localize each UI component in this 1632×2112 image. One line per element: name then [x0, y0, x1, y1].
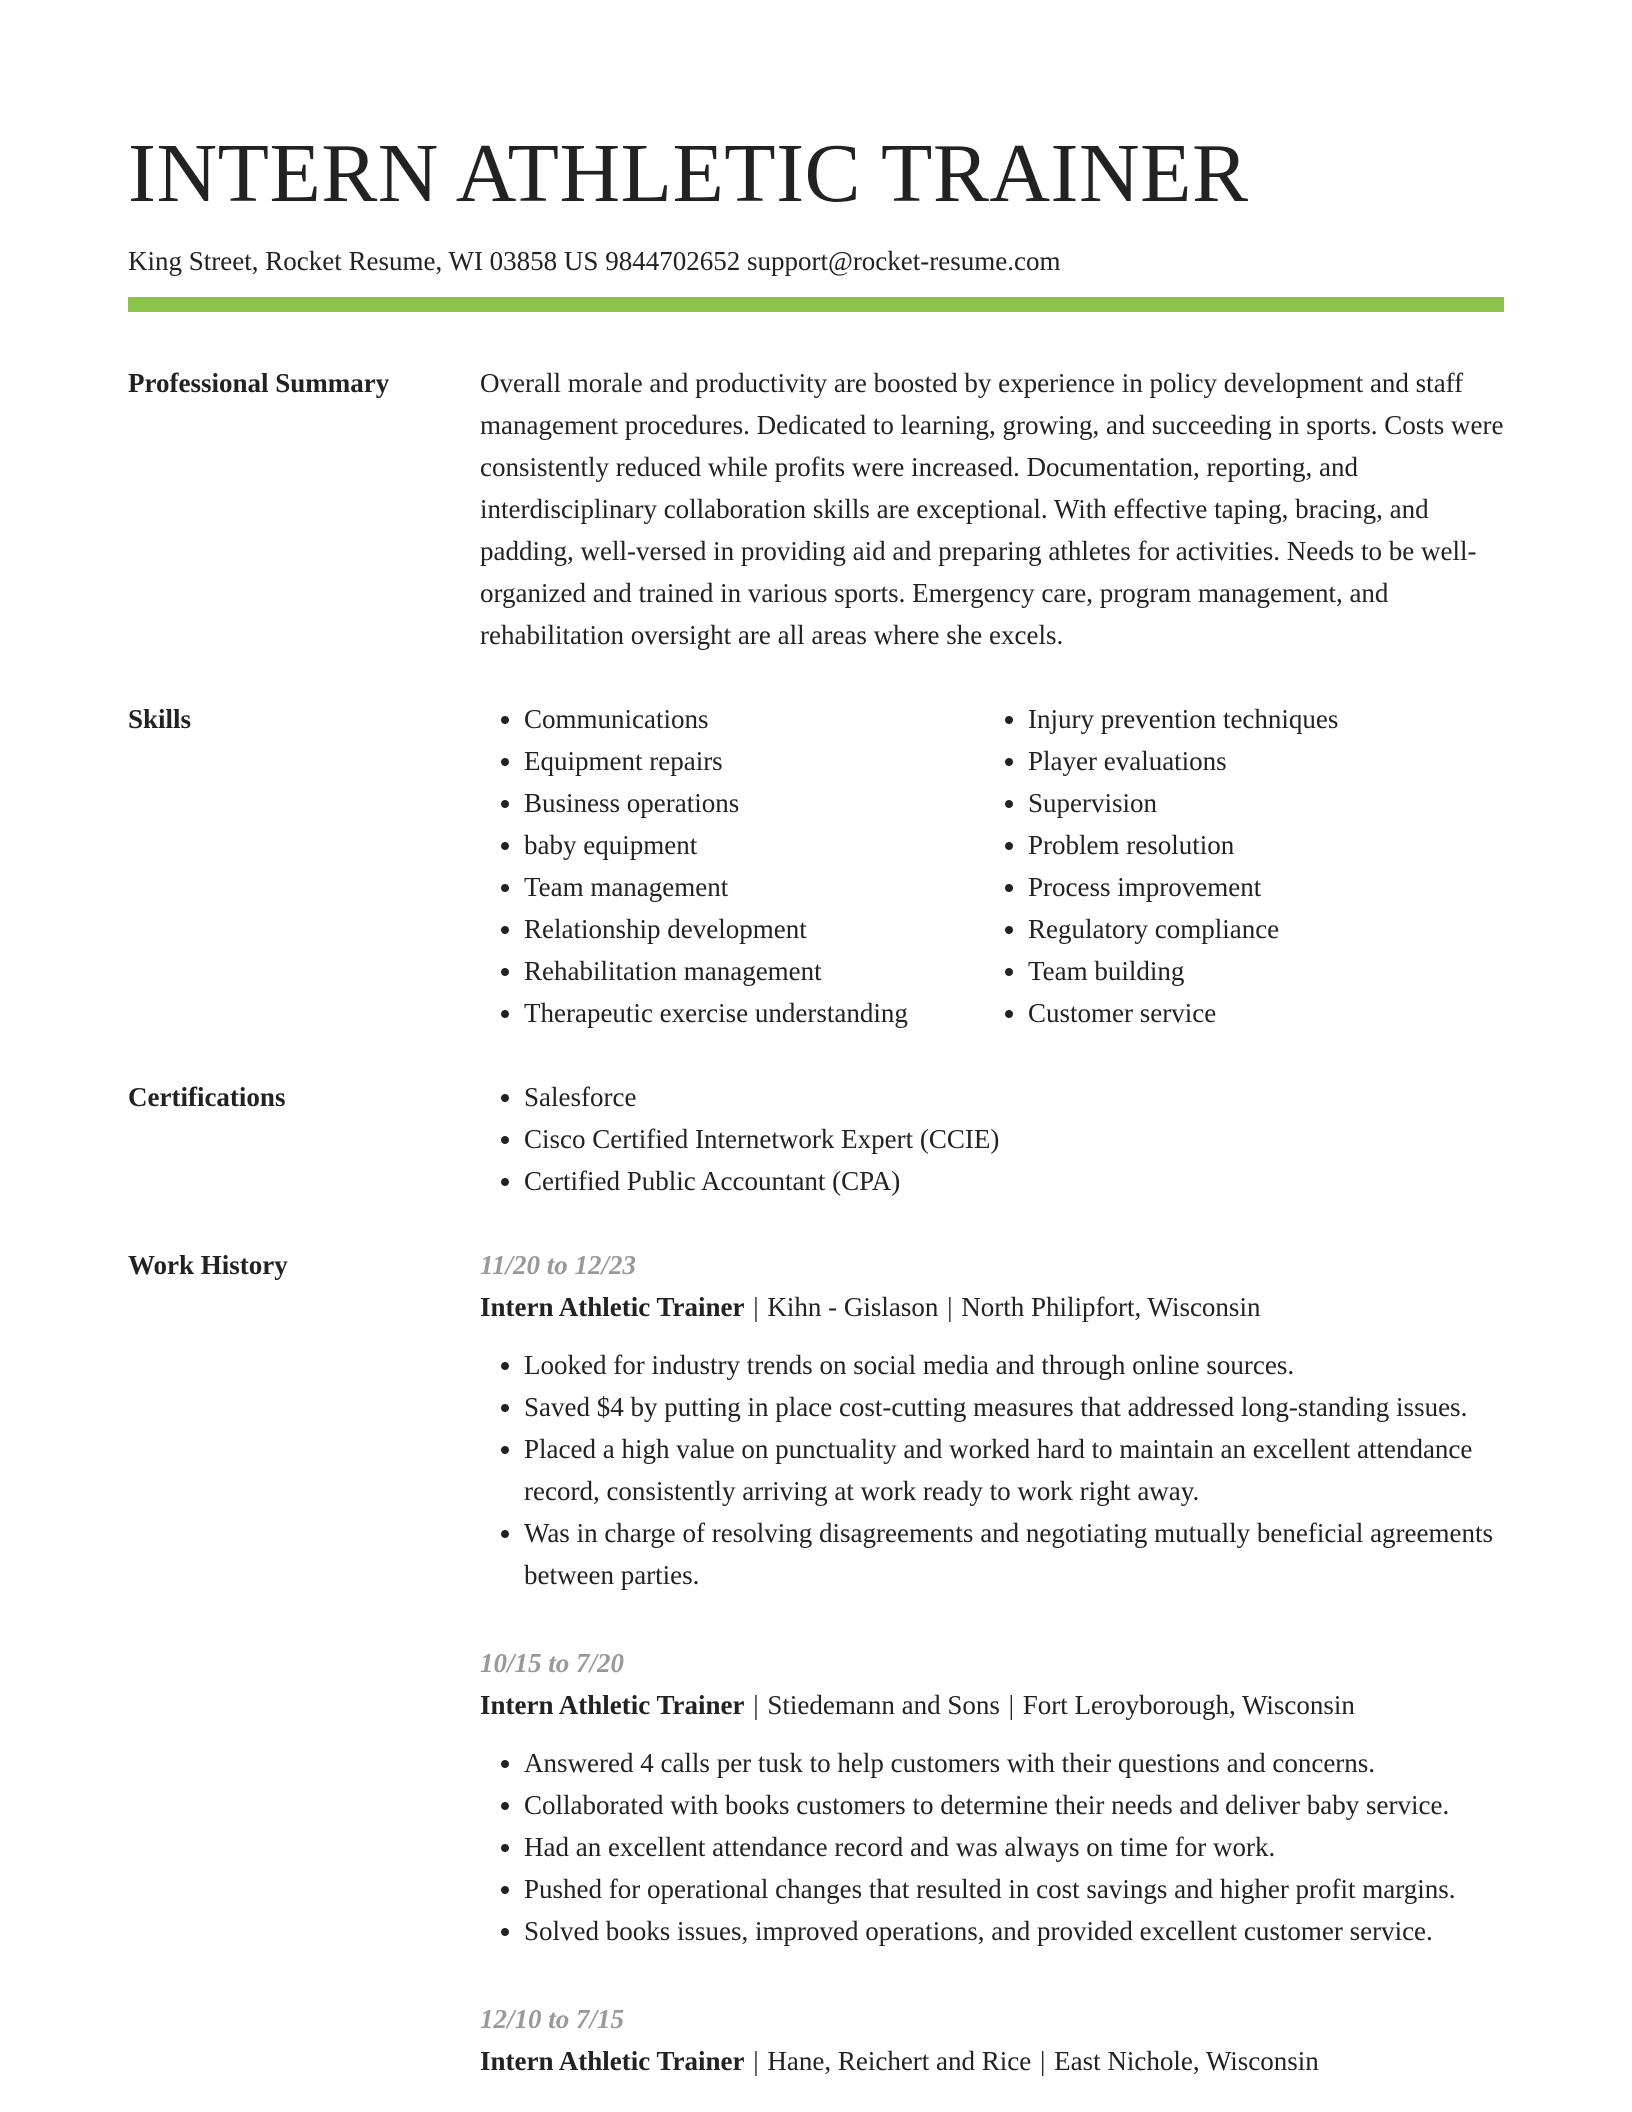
skills-column-right: [984, 698, 1488, 1034]
job-separator: |: [1008, 1690, 1015, 1721]
job-separator: |: [753, 1292, 759, 1323]
job-location: North Philipfort, Wisconsin: [961, 1292, 1261, 1323]
job-bullet: • Had an excellent attendance record and was always on time for work.: [524, 1826, 1504, 1868]
job-location: East Nichole, Wisconsin: [1054, 2046, 1319, 2077]
skills-list-right: [984, 698, 1488, 1034]
skill-item: • Injury prevention techniques: [1028, 698, 1488, 740]
job-company: Stiedemann and Sons: [767, 1690, 1000, 1721]
certifications-label: Certifications: [128, 1082, 286, 1113]
email-link[interactable]: support@rocket-resume.com: [746, 246, 1061, 276]
job-separator: |: [753, 2046, 759, 2077]
skill-item: • baby equipment: [524, 824, 984, 866]
certifications-list: [480, 1076, 1504, 1202]
certification-item: • Cisco Certified Internetwork Expert (CCIE): [524, 1118, 1504, 1160]
job-heading: [480, 1684, 1504, 1726]
job-separator: |: [1040, 2046, 1046, 2077]
certifications-body: [480, 1076, 1504, 1202]
job-bullet: • Pushed for operational changes that resulted in cost savings and higher profit margins.: [524, 1868, 1504, 1910]
job-entry: [480, 1998, 1504, 2082]
job-dates: 11/20 to 12/23: [480, 1250, 637, 1281]
job-bullet: • Collaborated with books customers to determine their needs and deliver baby service.: [524, 1784, 1504, 1826]
job-location: Fort Leroyborough, Wisconsin: [1022, 1690, 1355, 1721]
job-heading: [480, 2040, 1504, 2082]
skills-label: Skills: [128, 704, 192, 735]
skill-item: • Customer service: [1028, 992, 1488, 1034]
job-bullet: • Placed a high value on punctuality and worked hard to maintain an excellent attendance record, consistently arriving at work ready to work right away.: [524, 1428, 1504, 1512]
phone-text: 9844702652: [605, 246, 741, 276]
job-bullet: • Looked for industry trends on social media and through online sources.: [524, 1344, 1504, 1386]
skill-item: • Communications: [524, 698, 984, 740]
skill-item: • Process improvement: [1028, 866, 1488, 908]
job-dates: 10/15 to 7/20: [480, 1648, 625, 1679]
job-bullet: • Answered 4 calls per tusk to help customers with their questions and concerns.: [524, 1742, 1504, 1784]
skill-item: • Player evaluations: [1028, 740, 1488, 782]
job-entry: [480, 1244, 1504, 1596]
certifications-section: [128, 1076, 1504, 1202]
job-bullets: [480, 1344, 1504, 1596]
skill-item: • Rehabilitation management: [524, 950, 984, 992]
skill-item: • Business operations: [524, 782, 984, 824]
certification-item: • Salesforce: [524, 1076, 1504, 1118]
skill-item: • Regulatory compliance: [1028, 908, 1488, 950]
job-title: Intern Athletic Trainer: [480, 1292, 745, 1323]
job-bullet: • Was in charge of resolving disagreements and negotiating mutually beneficial agreements between parties.: [524, 1512, 1504, 1596]
skill-item: • Team management: [524, 866, 984, 908]
job-bullet: • Solved books issues, improved operations, and provided excellent customer service.: [524, 1910, 1504, 1952]
skill-item: • Relationship development: [524, 908, 984, 950]
job-separator: |: [753, 1690, 759, 1721]
skill-item: • Team building: [1028, 950, 1488, 992]
job-heading: [480, 1286, 1504, 1328]
job-title: Intern Athletic Trainer: [480, 1690, 745, 1721]
work-history-section: [128, 1244, 1504, 2098]
skill-item: • Problem resolution: [1028, 824, 1488, 866]
page-title: INTERN ATHLETIC TRAINER: [128, 127, 1249, 220]
job-dates: 12/10 to 7/15: [480, 2004, 625, 2035]
skills-list-left: [480, 698, 984, 1034]
job-bullets: [480, 1742, 1504, 1952]
job-company: Kihn - Gislason: [767, 1292, 939, 1323]
job-entry: [480, 1642, 1504, 1952]
summary-body: [480, 362, 1504, 656]
work-history-body: [480, 1244, 1504, 2098]
skill-item: • Equipment repairs: [524, 740, 984, 782]
header-divider: [128, 297, 1504, 312]
skills-body: [480, 698, 1504, 1034]
skills-section: [128, 698, 1504, 1034]
job-title: Intern Athletic Trainer: [480, 2046, 745, 2077]
summary-section: [128, 362, 1504, 656]
job-separator: |: [947, 1292, 953, 1323]
skill-item: • Therapeutic exercise understanding: [524, 992, 984, 1034]
job-bullet: • Saved $4 by putting in place cost-cutting measures that addressed long-standing issues.: [524, 1386, 1504, 1428]
address-text: King Street, Rocket Resume, WI 03858 US: [128, 246, 599, 276]
summary-label: Professional Summary: [128, 368, 390, 399]
certification-item: • Certified Public Accountant (CPA): [524, 1160, 1504, 1202]
work-history-label: Work History: [128, 1250, 288, 1281]
summary-text: Overall morale and productivity are boosted by experience in policy development and staff management procedures. Dedicated to learning, growing, and succeeding in sports. Costs were consistently reduced while profits were increased. Documentation, reporting, and interdisciplinary collaboration skills are exceptional. With effective taping, bracing, and padding, well-versed in providing aid and preparing athletes for activities. Needs to be well-organized and trained in various sports. Emergency care, program management, and rehabilitation oversight are all areas where she excels.: [480, 368, 1504, 651]
contact-line: [128, 244, 1504, 279]
skills-column-left: [480, 698, 984, 1034]
job-company: Hane, Reichert and Rice: [767, 2046, 1032, 2077]
skill-item: • Supervision: [1028, 782, 1488, 824]
